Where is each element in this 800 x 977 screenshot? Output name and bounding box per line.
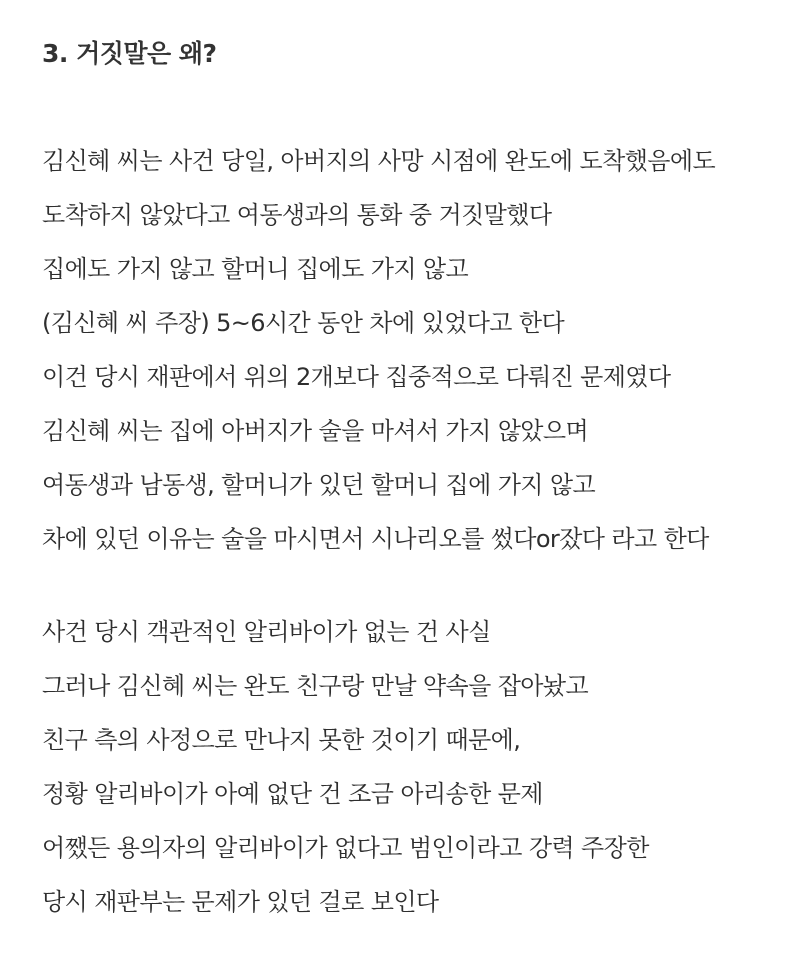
text-line: 정황 알리바이가 아예 없단 건 조금 아리송한 문제 [42, 780, 543, 808]
text-line: 김신혜 씨는 집에 아버지가 술을 마셔서 가지 않았으며 [42, 417, 589, 445]
text-line: 도착하지 않았다고 여동생과의 통화 중 거짓말했다 [42, 201, 552, 229]
text-line: 김신혜 씨는 사건 당일, 아버지의 사망 시점에 완도에 도착했음에도 [42, 147, 716, 175]
text-line: 차에 있던 이유는 술을 마시면서 시나리오를 썼다or잤다 라고 한다 [42, 525, 709, 553]
paragraph-2 [42, 612, 649, 936]
text-line: 집에도 가지 않고 할머니 집에도 가지 않고 [42, 255, 469, 283]
text-line: 어쨌든 용의자의 알리바이가 없다고 범인이라고 강력 주장한 [42, 834, 649, 862]
text-line: 여동생과 남동생, 할머니가 있던 할머니 집에 가지 않고 [42, 471, 596, 499]
text-line: 친구 측의 사정으로 만나지 못한 것이기 때문에, [42, 726, 521, 754]
text-line: 당시 재판부는 문제가 있던 걸로 보인다 [42, 888, 439, 916]
section-heading: 3. 거짓말은 왜? [42, 39, 217, 68]
text-line: (김신혜 씨 주장) 5~6시간 동안 차에 있었다고 한다 [42, 309, 565, 337]
text-line: 사건 당시 객관적인 알리바이가 없는 건 사실 [42, 618, 491, 646]
text-line: 그러나 김신혜 씨는 완도 친구랑 만날 약속을 잡아놨고 [42, 672, 589, 700]
paragraph-1 [42, 141, 715, 573]
text-line: 이건 당시 재판에서 위의 2개보다 집중적으로 다뤄진 문제였다 [42, 363, 671, 391]
